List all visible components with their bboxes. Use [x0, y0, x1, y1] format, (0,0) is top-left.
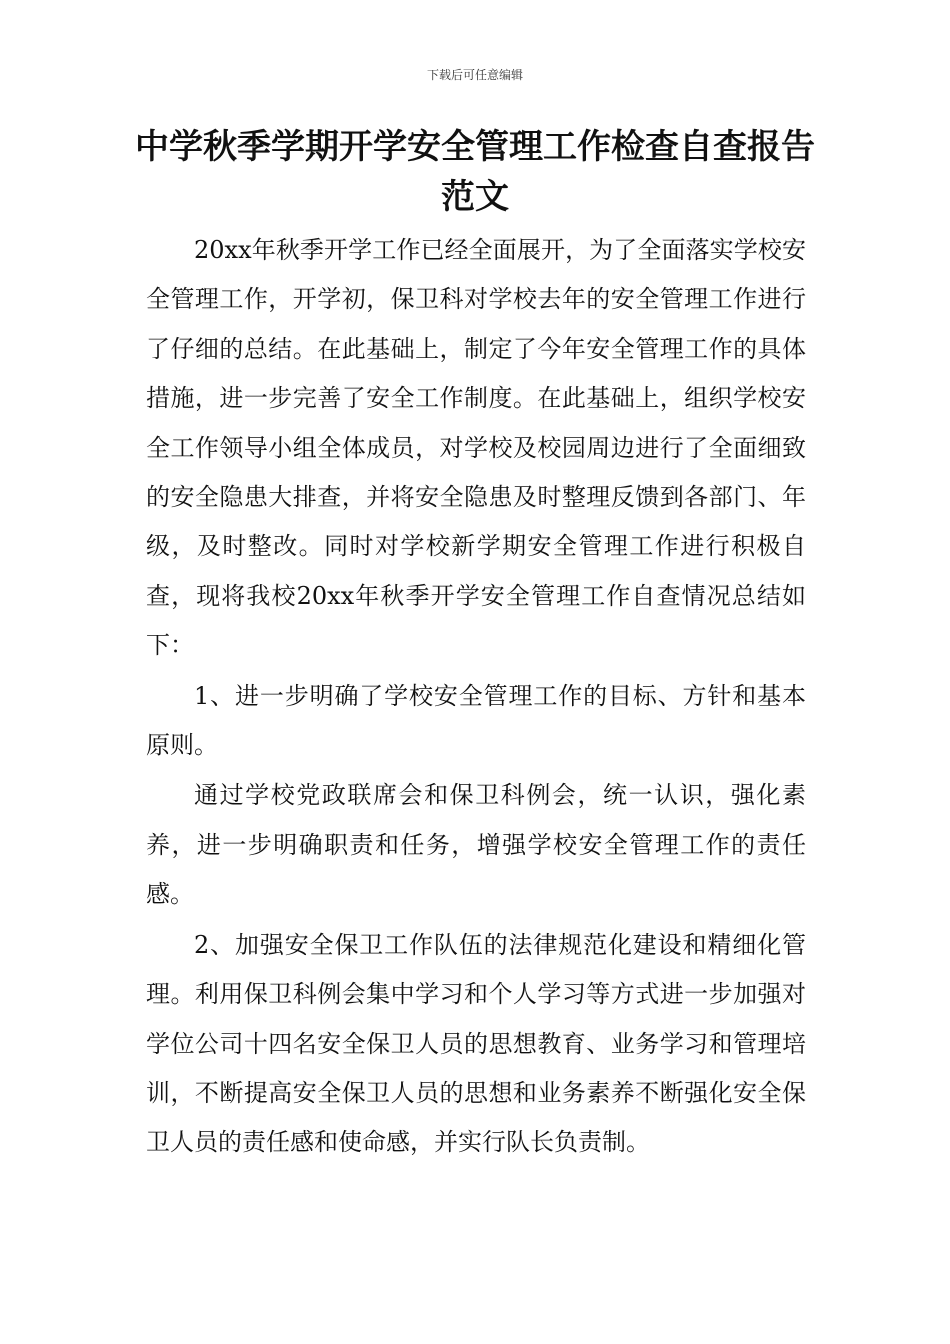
paragraph-point-1-detail: 通过学校党政联席会和保卫科例会，统一认识，强化素养，进一步明确职责和任务，增强学校安全管理工作的责任感。	[146, 781, 806, 909]
document-body	[146, 226, 806, 1168]
paragraph-point-2: 2、加强安全保卫工作队伍的法律规范化建设和精细化管理。利用保卫科例会集中学习和个人学习等方式进一步加强对学位公司十四名安全保卫人员的思想教育、业务学习和管理培训，不断提高安全保卫人员的思想和业务素养不断强化安全保卫人员的责任感和使命感，并实行队长负责制。	[146, 930, 806, 1157]
paragraph-intro: 20xx年秋季开学工作已经全面展开，为了全面落实学校安全管理工作，开学初，保卫科对学校去年的安全管理工作进行了仔细的总结。在此基础上，制定了今年安全管理工作的具体措施，进一步完善了安全工作制度。在此基础上，组织学校安全工作领导小组全体成员，对学校及校园周边进行了全面细致的安全隐患大排查，并将安全隐患及时整理反馈到各部门、年级，及时整改。同时对学校新学期安全管理工作进行积极自查，现将我校20xx年秋季开学安全管理工作自查情况总结如下：	[146, 236, 806, 660]
document-title: 中学秋季学期开学安全管理工作检查自查报告范文	[135, 127, 815, 217]
header-note: 下载后可任意编辑	[426, 68, 523, 82]
paragraph-point-1: 1、进一步明确了学校安全管理工作的目标、方针和基本原则。	[146, 681, 806, 760]
